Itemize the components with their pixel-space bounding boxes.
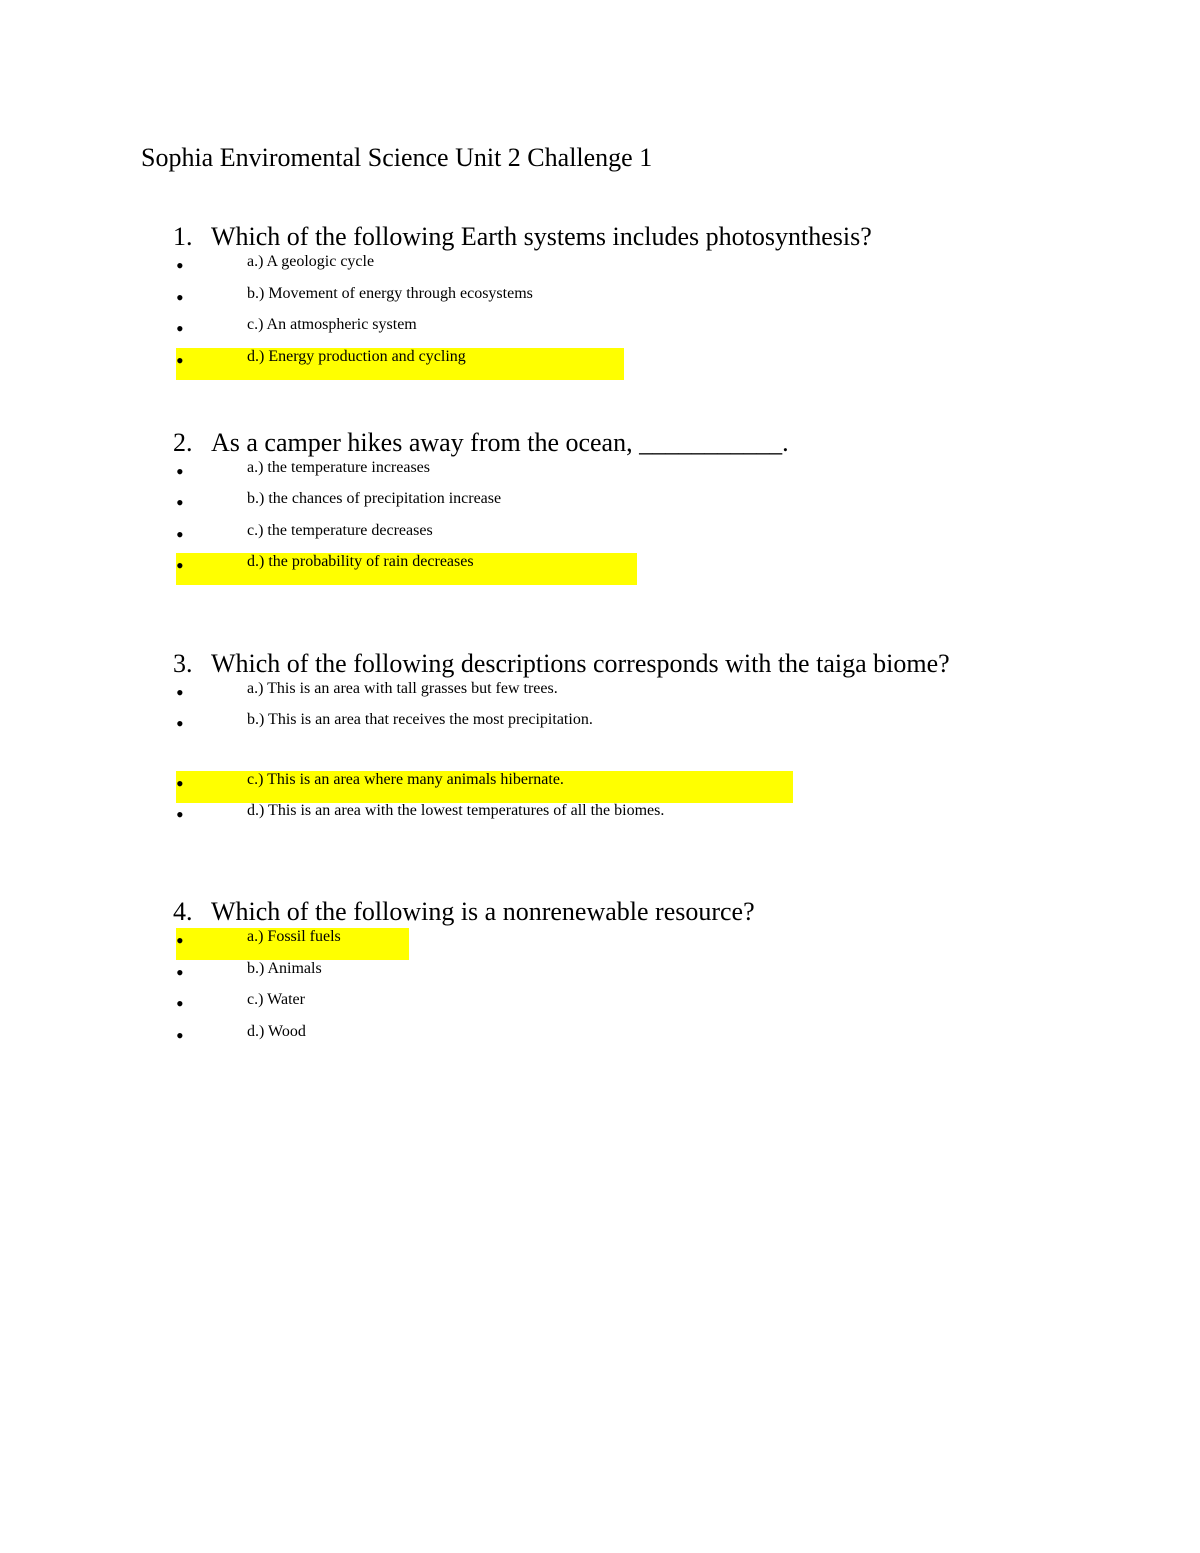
question-number: 1. xyxy=(173,222,193,251)
option-text: d.) Wood xyxy=(247,1023,306,1040)
answer-option xyxy=(176,711,843,743)
answer-option xyxy=(176,285,741,317)
option-text: d.) the probability of rain decreases xyxy=(247,553,474,570)
question-text: Which of the following is a nonrenewable resource? xyxy=(211,897,755,926)
answer-option xyxy=(176,459,566,491)
bullet-icon: • xyxy=(176,490,184,515)
bullet-icon: • xyxy=(176,348,184,373)
bullet-icon: • xyxy=(176,553,184,578)
answer-option xyxy=(176,316,541,348)
question-text: Which of the following Earth systems includes photosynthesis? xyxy=(211,222,872,251)
question-number: 2. xyxy=(173,428,193,457)
bullet-icon: • xyxy=(176,459,184,484)
option-text: b.) Animals xyxy=(247,960,322,977)
option-text: a.) Fossil fuels xyxy=(247,928,341,945)
question-text: Which of the following descriptions corresponds with the taiga biome? xyxy=(211,649,950,678)
answer-option xyxy=(176,960,381,992)
bullet-icon: • xyxy=(176,1023,184,1048)
question-number: 3. xyxy=(173,649,193,678)
document-title: Sophia Enviromental Science Unit 2 Challenge 1 xyxy=(141,143,653,172)
bullet-icon: • xyxy=(176,680,184,705)
option-text: b.) the chances of precipitation increase xyxy=(247,490,502,507)
bullet-icon: • xyxy=(176,960,184,985)
bullet-icon: • xyxy=(176,771,184,796)
answer-option-highlighted xyxy=(176,348,624,380)
option-text: d.) This is an area with the lowest temperatures of all the biomes. xyxy=(247,802,665,819)
option-text: a.) This is an area with tall grasses but few trees. xyxy=(247,680,558,697)
bullet-icon: • xyxy=(176,711,184,736)
bullet-icon: • xyxy=(176,253,184,278)
answer-option xyxy=(176,991,351,1023)
answer-option xyxy=(176,253,471,285)
option-text: c.) the temperature decreases xyxy=(247,522,433,539)
bullet-icon: • xyxy=(176,316,184,341)
option-text: d.) Energy production and cycling xyxy=(247,348,466,365)
question-number: 4. xyxy=(173,897,193,926)
bullet-icon: • xyxy=(176,991,184,1016)
answer-option xyxy=(176,522,569,554)
bullet-icon: • xyxy=(176,285,184,310)
answer-option xyxy=(176,490,686,522)
answer-option xyxy=(176,1023,354,1055)
option-text: c.) Water xyxy=(247,991,305,1008)
answer-option xyxy=(176,680,781,712)
answer-option-highlighted xyxy=(176,928,409,960)
option-text: b.) Movement of energy through ecosystems xyxy=(247,285,533,302)
option-text: b.) This is an area that receives the most precipitation. xyxy=(247,711,593,728)
answer-option xyxy=(176,802,966,834)
bullet-icon: • xyxy=(176,928,184,953)
option-text: a.) A geologic cycle xyxy=(247,253,375,270)
option-text: c.) This is an area where many animals hibernate. xyxy=(247,771,564,788)
bullet-icon: • xyxy=(176,522,184,547)
option-text: a.) the temperature increases xyxy=(247,459,431,476)
question-text: As a camper hikes away from the ocean, ___________. xyxy=(211,428,789,457)
answer-option-highlighted xyxy=(176,771,793,803)
bullet-icon: • xyxy=(176,802,184,827)
answer-option-highlighted xyxy=(176,553,637,585)
option-text: c.) An atmospheric system xyxy=(247,316,417,333)
